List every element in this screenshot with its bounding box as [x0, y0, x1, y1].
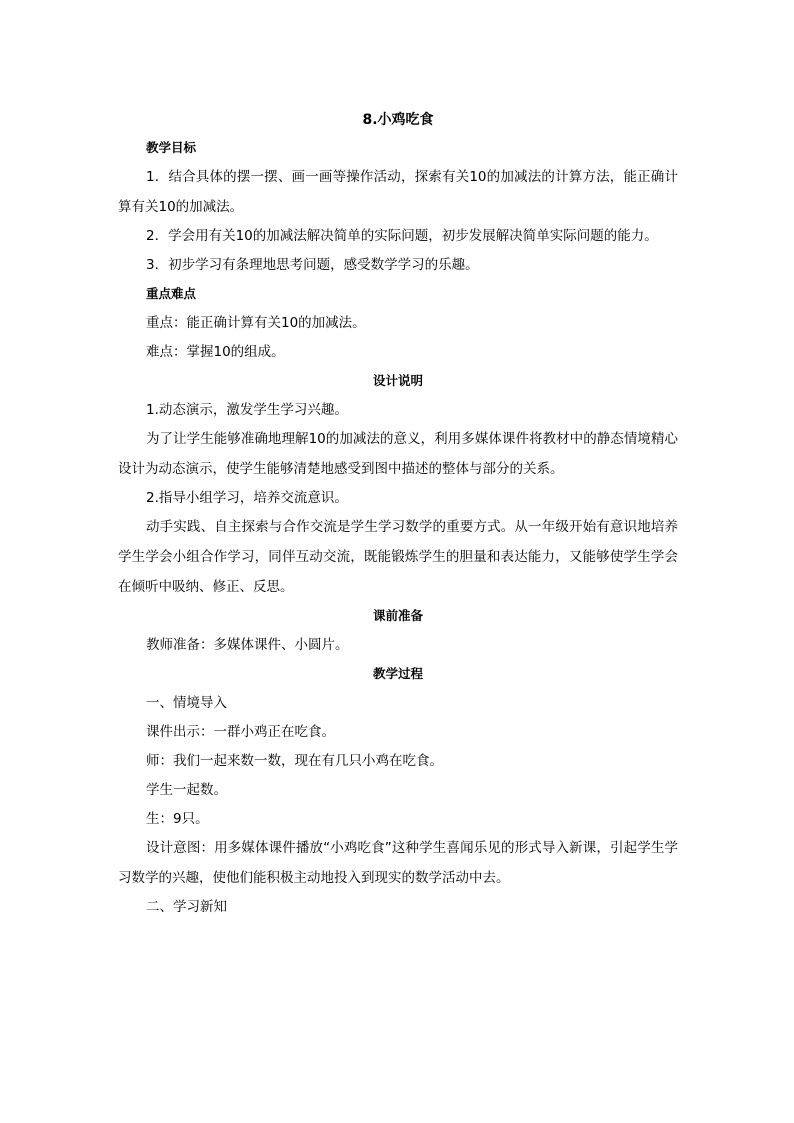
- goal-1: 1．结合具体的摆一摆、画一画等操作活动，探索有关10的加减法的计算方法，能正确计算有关10的加减法。: [118, 169, 678, 215]
- document-body: [118, 138, 678, 917]
- step-2-title: 二、学习新知: [146, 899, 227, 915]
- key-point: 重点：能正确计算有关10的加减法。: [146, 315, 366, 331]
- heading-design-notes: 设计说明: [372, 373, 423, 388]
- design-note-2-body: 动手实践、自主探索与合作交流是学生学习数学的重要方式。从一年级开始有意识地培养学生学会小组合作学习，同伴互动交流，既能锻炼学生的胆量和表达能力，又能够使学生学会在倾听中吸纳、修正、反思。: [118, 519, 678, 595]
- heading-teaching-goals: 教学目标: [146, 140, 197, 155]
- goal-2: 2．学会用有关10的加减法解决简单的实际问题，初步发展解决简单实际问题的能力。: [146, 228, 658, 244]
- design-intent: 设计意图：用多媒体课件播放“小鸡吃食”这种学生喜闻乐见的形式导入新课，引起学生学习数学的兴趣，使他们能积极主动地投入到现实的数学活动中去。: [118, 840, 678, 886]
- heading-key-points: 重点难点: [146, 286, 197, 301]
- document-title: 8.小鸡吃食: [362, 112, 434, 128]
- heading-preparation: 课前准备: [372, 608, 423, 623]
- design-note-1-title: 1.动态演示，激发学生学习兴趣。: [146, 402, 348, 418]
- student-answer: 生：9只。: [146, 811, 209, 827]
- goal-3: 3．初步学习有条理地思考问题，感受数学学习的乐趣。: [146, 257, 479, 273]
- step-1-title: 一、情境导入: [146, 695, 227, 711]
- courseware-show: 课件出示：一群小鸡正在吃食。: [146, 724, 335, 740]
- difficult-point: 难点：掌握10的组成。: [146, 344, 285, 360]
- document-page: [118, 108, 678, 926]
- design-note-1-body: 为了让学生能够准确地理解10的加减法的意义，利用多媒体课件将教材中的静态情境精心设计为动态演示，使学生能够清楚地感受到图中描述的整体与部分的关系。: [118, 431, 678, 477]
- students-count: 学生一起数。: [146, 782, 227, 798]
- design-note-2-title: 2.指导小组学习，培养交流意识。: [146, 490, 348, 506]
- teacher-preparation: 教师准备：多媒体课件、小圆片。: [146, 637, 349, 653]
- teacher-line: 师：我们一起来数一数，现在有几只小鸡在吃食。: [146, 753, 443, 769]
- heading-teaching-process: 教学过程: [372, 666, 423, 681]
